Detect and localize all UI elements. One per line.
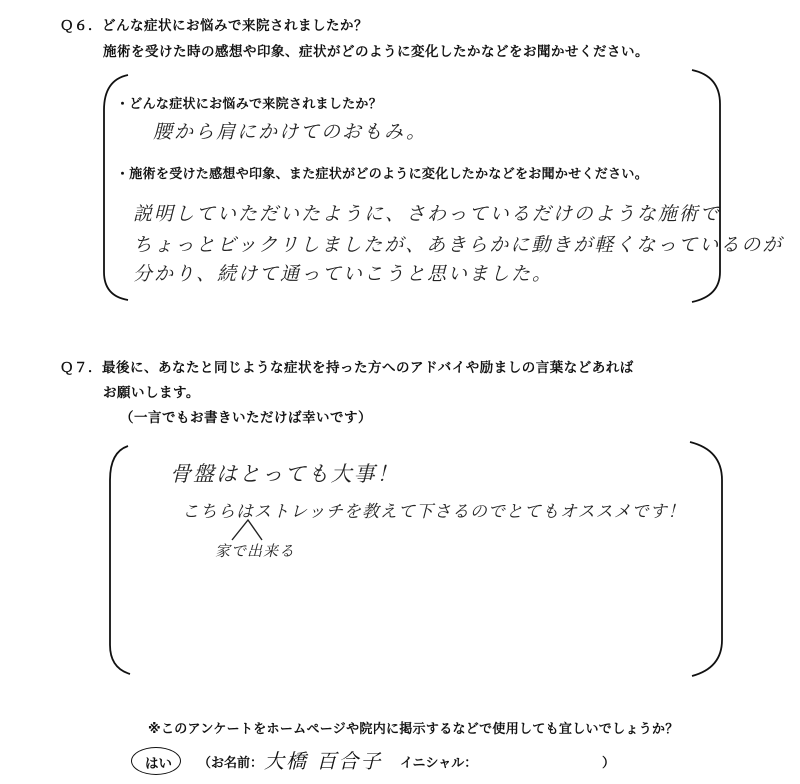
consent-question: ※このアンケートをホームページや院内に掲示するなどで使用しても宜しいでしょうか？ [148, 722, 679, 737]
q6-subtitle: 施術を受けた時の感想や印象、症状がどのように変化したかなどをお聞かせください。 [103, 44, 649, 60]
q6-answer-2-line-1: 説明していただいたように、さわっているだけのような施術で [133, 203, 721, 225]
name-value: 大橋 百合子 [264, 749, 383, 773]
q7-answer-line-1: 骨盤はとっても大事！ [170, 462, 400, 486]
q7-right-bracket [690, 442, 722, 676]
q6-bullet-1: ・どんな症状にお悩みで来院されましたか？ [116, 97, 383, 112]
q6-answer-2-line-3: 分かり、続けて通っていこうと思いました。 [133, 263, 554, 285]
initial-label: イニシャル： [400, 756, 478, 771]
q7-note: （一言でもお書きいただけば幸いです） [120, 410, 372, 426]
q6-answer-1: 腰から肩にかけてのおもみ。 [153, 121, 428, 143]
q7-title-cont: お願いします。 [103, 385, 200, 401]
q7-title: Ｑ７．最後に、あなたと同じような症状を持った方へのアドバイや励ましの言葉などあれば [60, 360, 634, 376]
insert-caret [232, 520, 262, 540]
q6-right-bracket [692, 70, 720, 302]
name-label: （お名前： [198, 756, 264, 771]
q6-bullet-2: ・施術を受けた感想や印象、また症状がどのように変化したかなどをお聞かせください。 [116, 167, 649, 182]
q6-answer-2-line-2: ちょっとビックリしましたが、あきらかに動きが軽くなっているのが [133, 234, 784, 256]
q7-answer-insert: 家で出来る [215, 542, 296, 560]
q7-answer-line-2: こちらはストレッチを教えて下さるのでとてもオススメです！ [182, 502, 686, 522]
q6-title: Ｑ６．どんな症状にお悩みで来院されましたか？ [60, 18, 368, 34]
q7-left-bracket [110, 446, 130, 674]
yes-option[interactable]: はい [145, 756, 172, 772]
close-paren: ） [602, 756, 616, 771]
